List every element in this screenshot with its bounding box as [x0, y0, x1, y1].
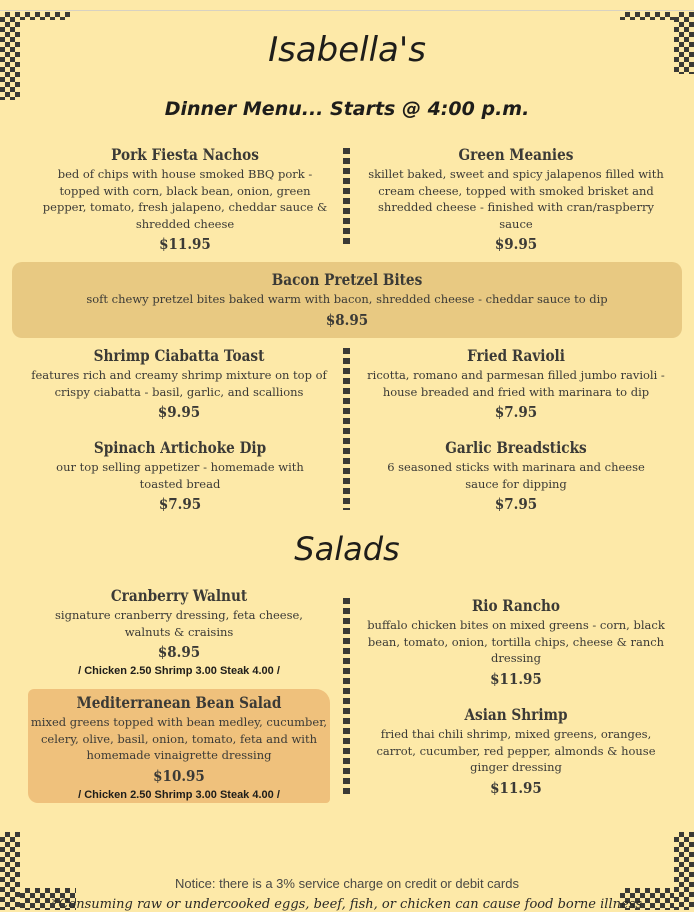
dinner-heading: Dinner Menu... Starts @ 4:00 p.m.: [164, 98, 530, 120]
restaurant-name: Isabella's: [268, 30, 426, 70]
service-charge-notice: Notice: there is a 3% service charge on credit or debit cards: [175, 876, 519, 891]
item-description: mixed greens topped with bean medley, cucumber, celery, olive, basil, onion, tomato, feta and with homemade vinaigrette dressing: [30, 715, 328, 762]
item-price: $7.95: [494, 495, 538, 513]
item-description: fried thai chili shrimp, mixed greens, oranges, carrot, cucumber, red pepper, almonds & house ginger dressing: [376, 727, 656, 774]
menu-item-green-meanies: [366, 145, 666, 255]
menu-item-fried-ravioli: [366, 346, 666, 423]
corner-checker-top-left-strip: [20, 12, 70, 20]
salads-heading: Salads: [294, 530, 400, 568]
item-name: Fried Ravioli: [467, 346, 565, 365]
menu-item-rio-rancho: [366, 596, 666, 690]
item-price: $8.95: [325, 310, 369, 329]
item-name: Pork Fiesta Nachos: [111, 145, 259, 164]
item-price: $9.95: [157, 403, 201, 421]
item-price: $10.95: [153, 766, 205, 785]
item-addons: / Chicken 2.50 Shrimp 3.00 Steak 4.00 /: [78, 788, 280, 801]
item-name: Rio Rancho: [471, 596, 561, 615]
item-description: buffalo chicken bites on mixed greens - corn, black bean, tomato, onion, tortilla chips, cheese & ranch dressing: [367, 618, 665, 665]
item-name: Bacon Pretzel Bites: [271, 270, 423, 289]
item-price: $11.95: [490, 778, 542, 797]
menu-item-asian-shrimp: [366, 705, 666, 799]
item-addons: / Chicken 2.50 Shrimp 3.00 Steak 4.00 /: [78, 665, 280, 677]
menu-item-pork-nachos: [40, 145, 330, 255]
menu-item-spinach-dip: [40, 438, 320, 515]
item-name: Asian Shrimp: [464, 705, 568, 724]
column-divider-salads: [343, 598, 350, 794]
item-name: Shrimp Ciabatta Toast: [93, 346, 265, 365]
item-price: $8.95: [157, 643, 201, 661]
item-name: Mediterranean Bean Salad: [76, 693, 282, 712]
item-name: Green Meanies: [458, 145, 574, 164]
item-price: $7.95: [494, 403, 538, 421]
item-description: skillet baked, sweet and spicy jalapenos filled with cream cheese, topped with smoked brisket and shredded cheese - finished with cran/raspberry sauce: [368, 167, 664, 231]
menu-item-garlic-breadsticks: [376, 438, 656, 515]
item-name: Garlic Breadsticks: [445, 438, 587, 457]
menu-item-shrimp-ciabatta: [28, 346, 330, 423]
item-price: $7.95: [158, 495, 202, 513]
food-safety-warning: *Consuming raw or undercooked eggs, beef, fish, or chicken can cause food borne illness: [51, 897, 643, 912]
item-description: our top selling appetizer - homemade with toasted bread: [56, 460, 304, 491]
item-price: $9.95: [494, 235, 538, 253]
item-name: Cranberry Walnut: [110, 586, 248, 605]
item-description: 6 seasoned sticks with marinara and cheese sauce for dipping: [387, 460, 645, 491]
item-description: soft chewy pretzel bites baked warm with bacon, shredded cheese - cheddar sauce to dip: [86, 292, 608, 306]
menu-item-bacon-pretzel: [40, 270, 654, 331]
item-name: Spinach Artichoke Dip: [93, 438, 267, 457]
menu-item-cranberry-walnut: [34, 586, 324, 679]
item-description: signature cranberry dressing, feta cheese, walnuts & craisins: [55, 608, 303, 639]
corner-checker-top-right-strip: [620, 12, 674, 20]
column-divider-top: [343, 148, 350, 248]
top-border-line: [0, 10, 694, 11]
column-divider-middle: [343, 348, 350, 510]
menu-item-mediterranean: [28, 693, 330, 803]
item-description: features rich and creamy shrimp mixture on top of crispy ciabatta - basil, garlic, and scallions: [31, 368, 327, 399]
item-description: bed of chips with house smoked BBQ pork - topped with corn, black bean, onion, green pepper, tomato, fresh jalapeno, cheddar sauce & shredded cheese: [42, 167, 328, 231]
item-price: $11.95: [159, 235, 211, 253]
item-description: ricotta, romano and parmesan filled jumbo ravioli - house breaded and fried with marinara to dip: [367, 368, 665, 399]
item-price: $11.95: [490, 669, 542, 688]
